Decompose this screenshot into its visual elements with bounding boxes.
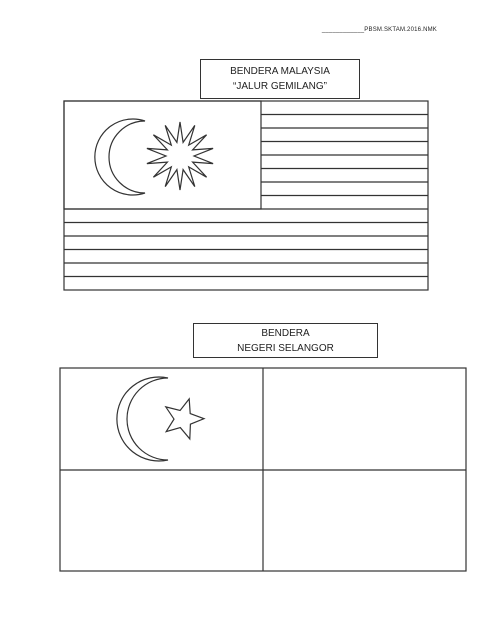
malaysia-flag [64,101,428,290]
selangor-flag [60,368,466,571]
federal-star-icon [147,122,213,190]
malaysia-stripes [64,115,428,277]
selangor-star-icon [166,399,204,439]
selangor-title-line1: BENDERA [261,328,310,339]
document-code: ____________PBSM.SKTAM.2016.NMK [321,27,437,33]
malaysia-title-line2: “JALUR GEMILANG” [233,81,327,92]
malaysia-title-line1: BENDERA MALAYSIA [230,66,330,77]
selangor-crescent-icon [117,377,168,461]
crescent-icon [95,119,145,195]
selangor-title-line2: NEGERI SELANGOR [237,343,334,354]
